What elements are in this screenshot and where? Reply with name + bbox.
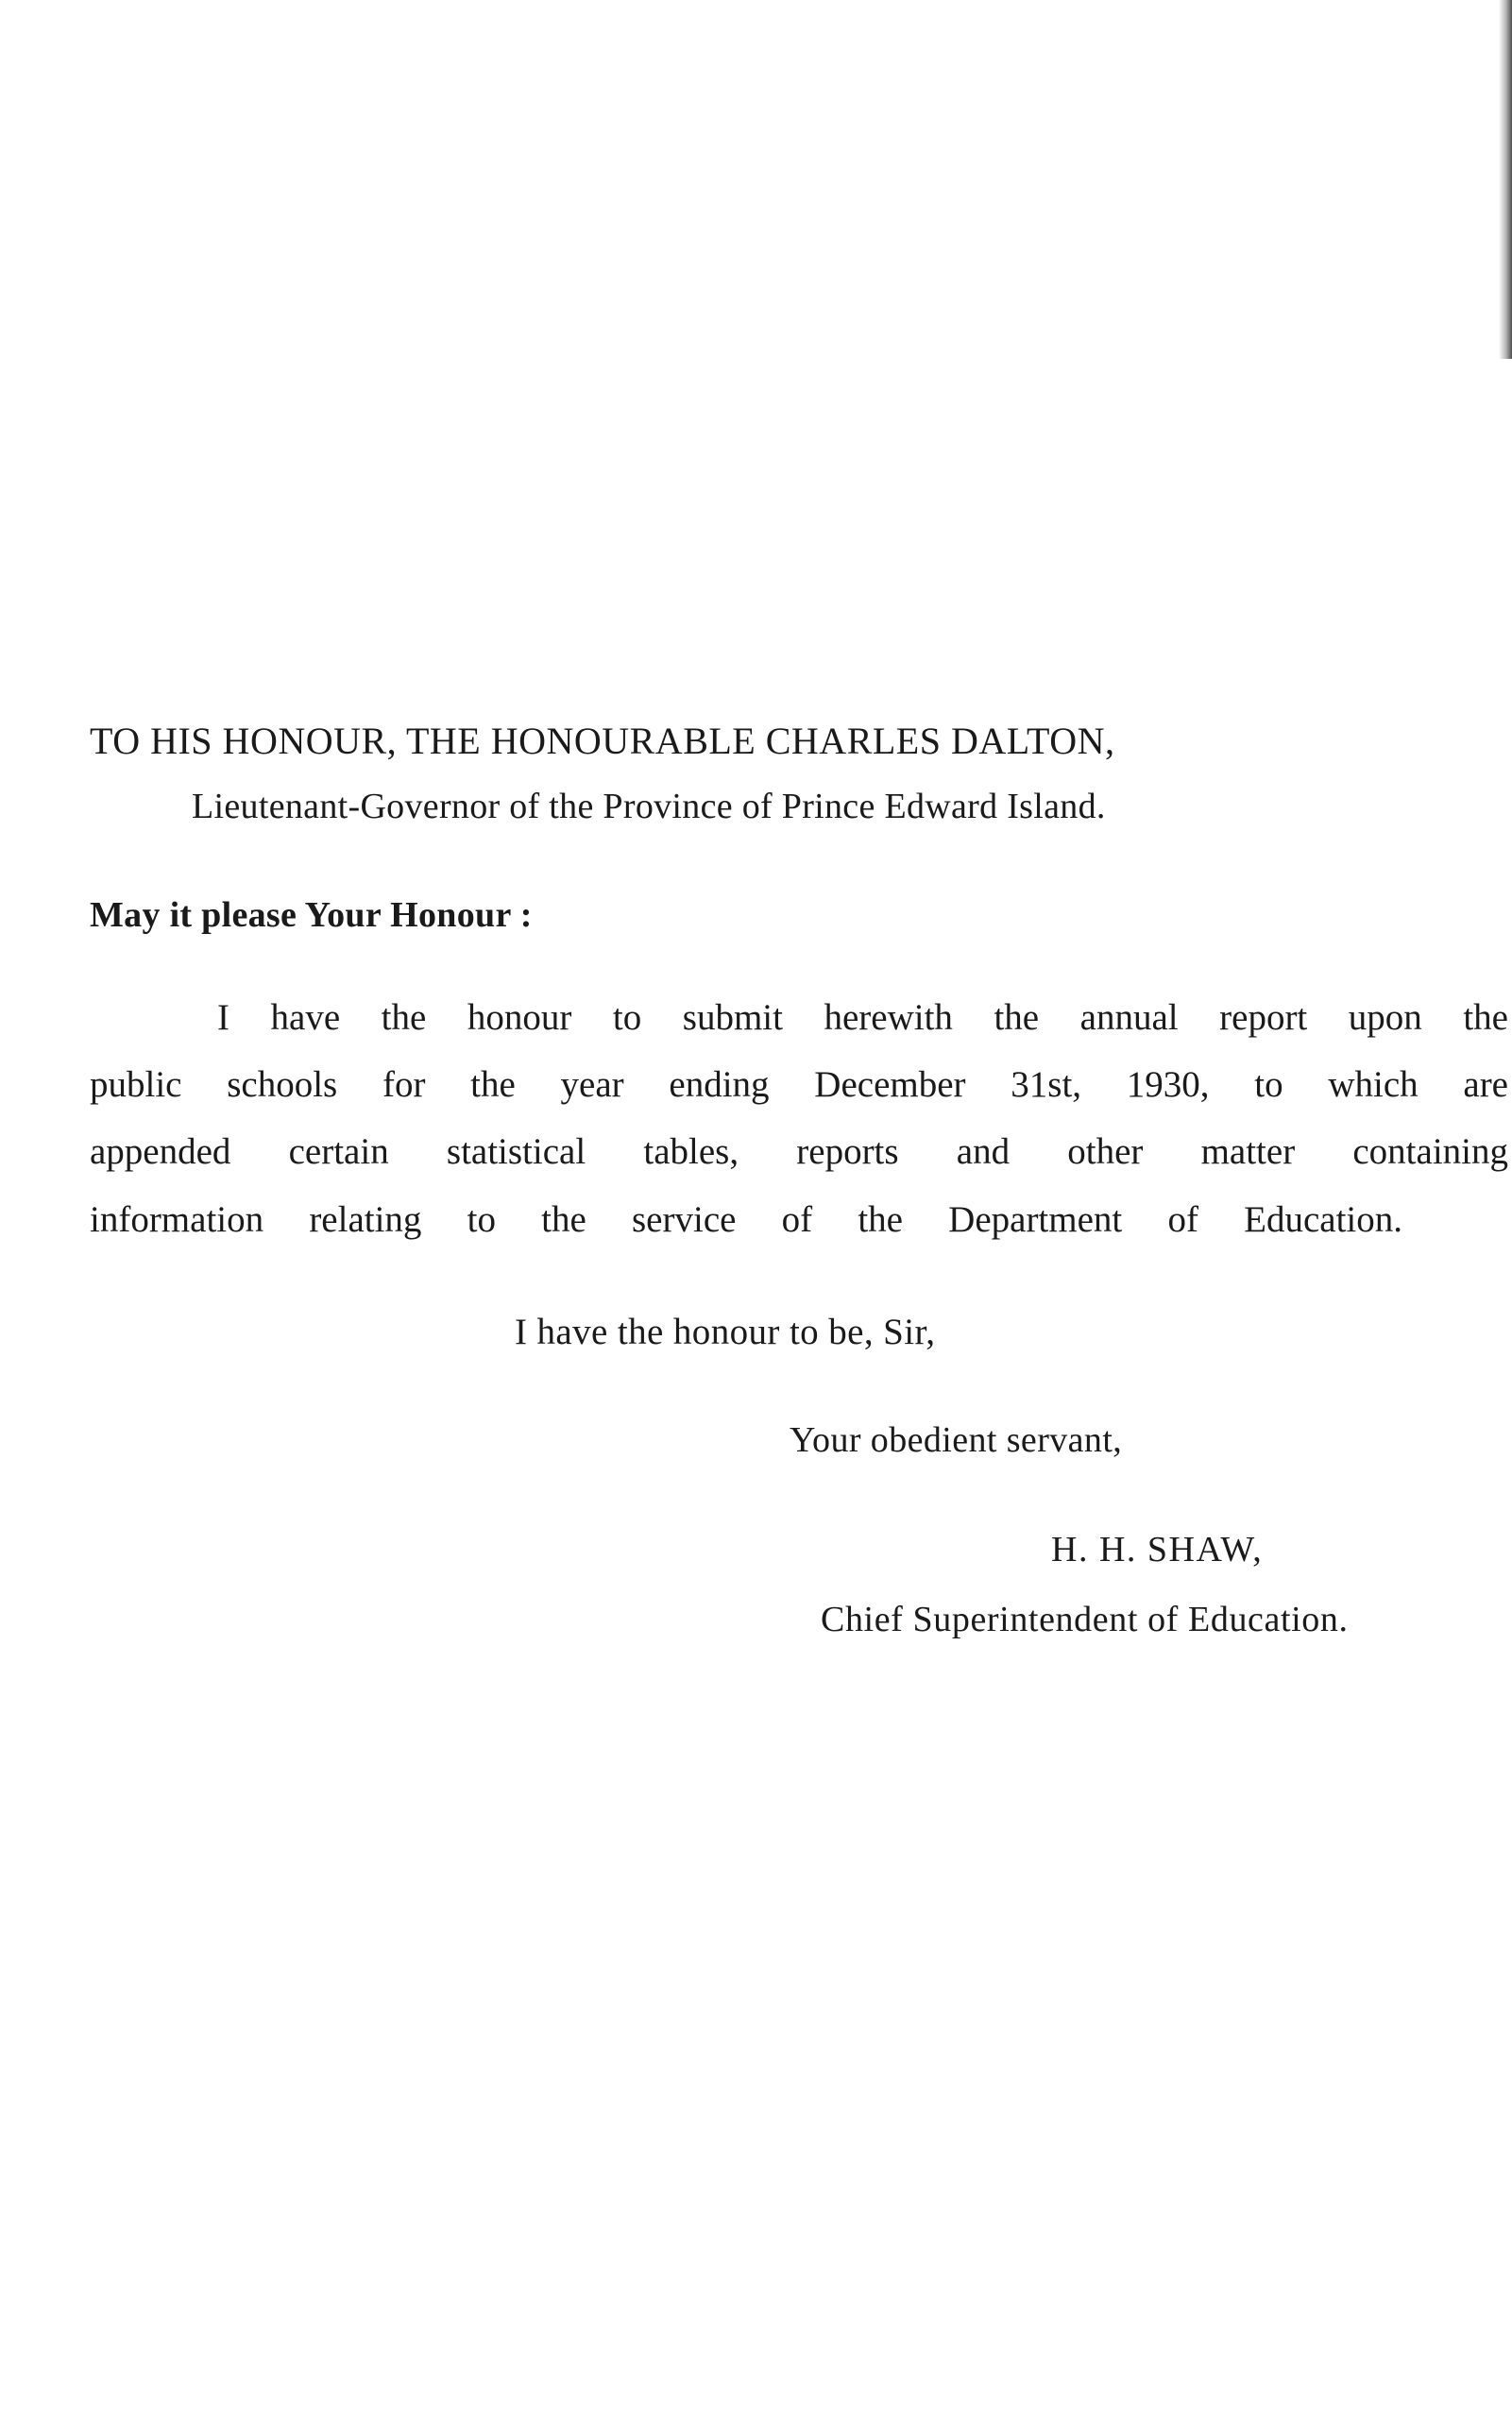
body-line: appended certain statistical tables, reports and other matter containing — [90, 1131, 1508, 1172]
body-line: I have the honour to submit herewith the annual report upon the — [217, 997, 1508, 1038]
signatory-name: H. H. SHAW, — [1051, 1530, 1264, 1569]
addressee-line: TO HIS HONOUR, THE HONOURABLE CHARLES DALTON, — [90, 720, 1115, 762]
signatory-title: Chief Superintendent of Education. — [821, 1600, 1349, 1639]
body-line: information relating to the service of the Department of Education. — [90, 1199, 1402, 1240]
closing-phrase: I have the honour to be, Sir, — [515, 1312, 936, 1352]
salutation: May it please Your Honour : — [90, 895, 533, 935]
complimentary-close: Your obedient servant, — [790, 1420, 1123, 1460]
addressee-office-line: Lieutenant-Governor of the Province of Prince Edward Island. — [192, 787, 1106, 826]
body-line: public schools for the year ending December 31st, 1930, to which are — [90, 1064, 1508, 1105]
scan-edge-shadow — [1499, 0, 1512, 359]
